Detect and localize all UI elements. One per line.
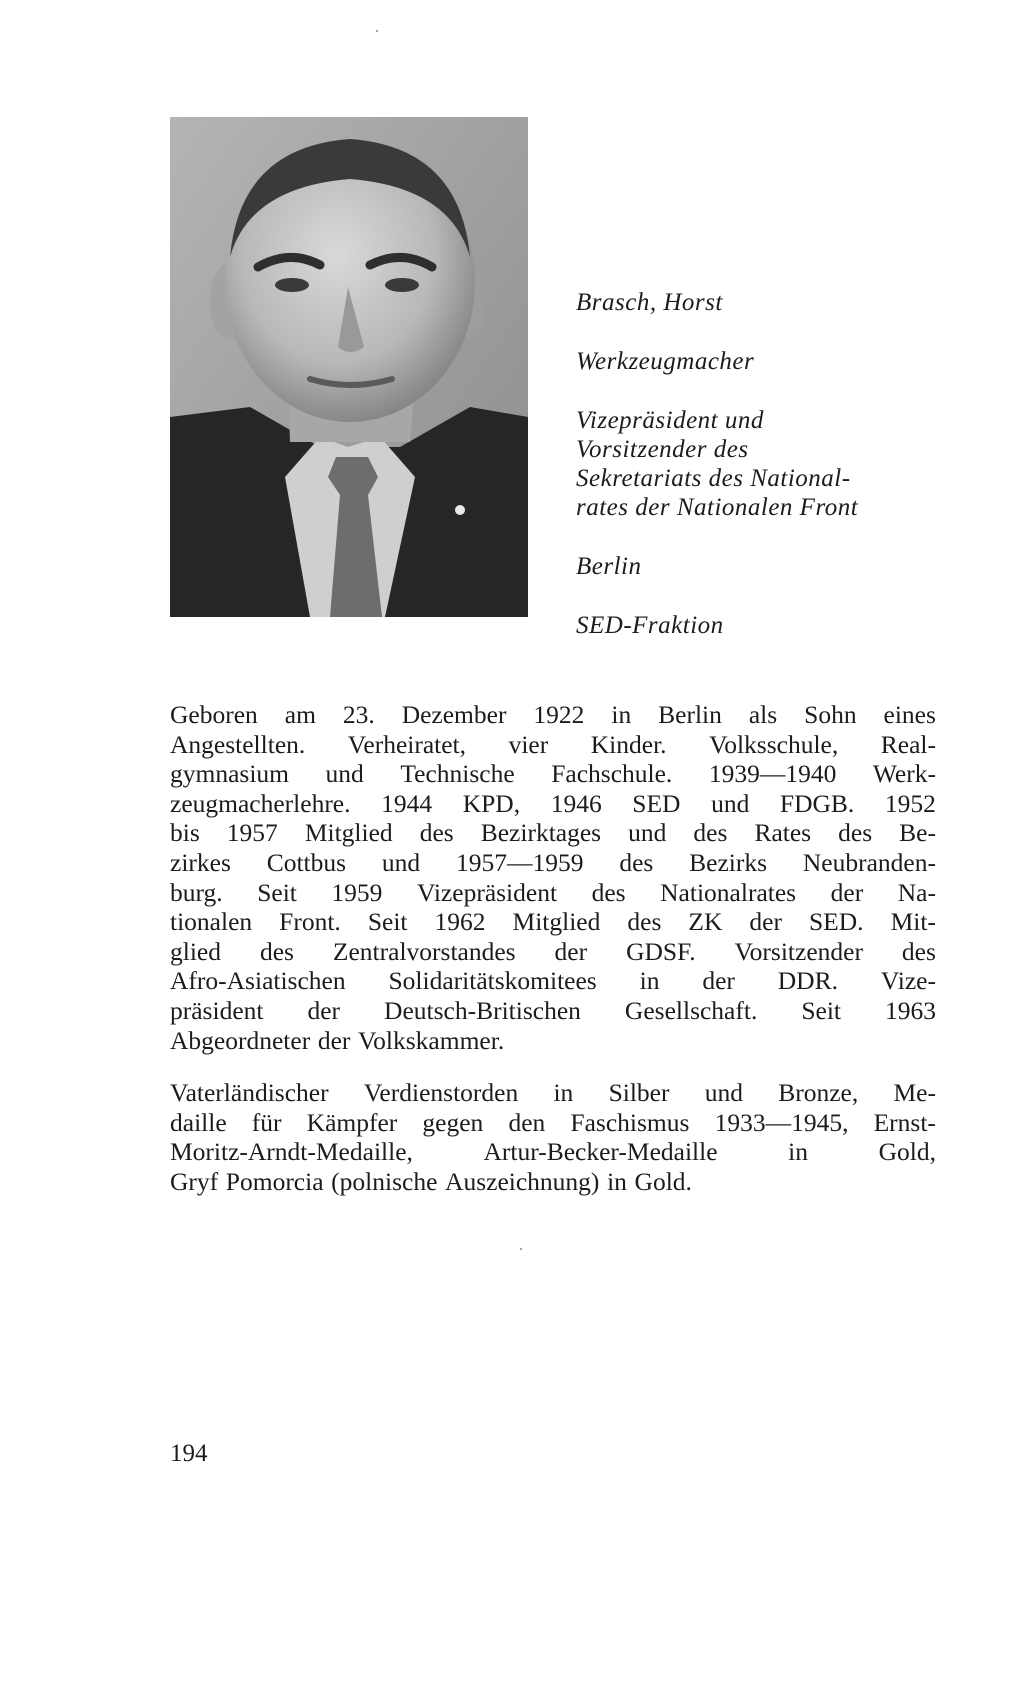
- biography-word: 1952: [884, 788, 936, 818]
- awards-word: Me-: [893, 1078, 936, 1107]
- biography-line: [170, 996, 936, 1026]
- biography-word: Fachschule.: [551, 759, 673, 789]
- biography-word: des: [838, 818, 873, 848]
- biography-word: bis: [170, 818, 200, 848]
- biography-line: [170, 789, 936, 819]
- biography-word: ZK: [688, 907, 723, 937]
- biography-word: Front.: [279, 907, 341, 937]
- biography-word: der: [307, 995, 341, 1025]
- biography-word: des: [627, 907, 662, 937]
- biography-word: glied: [170, 936, 221, 966]
- biography-word: Seit: [367, 907, 408, 937]
- print-speck: [376, 30, 378, 32]
- biography-word: KPD,: [462, 788, 521, 818]
- biography-word: 1959: [331, 877, 383, 907]
- biography-line: [170, 937, 936, 967]
- biography-word: in: [639, 966, 660, 996]
- biography-word: gymnasium: [170, 759, 289, 789]
- biography-word: Werk-: [872, 759, 936, 789]
- biography-word: SED: [632, 788, 681, 818]
- biography-word: Kinder.: [590, 729, 667, 759]
- biography-word: des: [901, 936, 936, 966]
- biography-word: Bezirktages: [480, 818, 602, 848]
- awards-paragraph: [170, 1078, 936, 1196]
- biography-word: Mit-: [890, 907, 936, 937]
- awards-word: 1933—1945,: [714, 1107, 849, 1137]
- biography-word: 1963: [885, 995, 936, 1025]
- page-number: 194: [170, 1440, 208, 1467]
- awards-word: gegen: [422, 1107, 484, 1137]
- biography-word: 1939—1940: [708, 759, 837, 789]
- person-name: Brasch, Horst: [576, 289, 723, 316]
- biography-word: burg.: [170, 877, 223, 907]
- awards-word: Gold.: [634, 1166, 692, 1196]
- biography-word: zeugmacherlehre.: [170, 788, 351, 818]
- biography-word: Geboren: [170, 700, 258, 729]
- biography-word: Dezember: [401, 700, 507, 729]
- biography-word: Bezirks: [689, 847, 768, 877]
- biography-word: Zentralvorstandes: [332, 936, 516, 966]
- biography-word: Cottbus: [266, 847, 347, 877]
- awards-line: [170, 1137, 936, 1167]
- biography-word: Solidaritätskomitees: [388, 966, 597, 996]
- awards-line: [170, 1167, 936, 1197]
- biography-word: SED.: [808, 907, 864, 937]
- biography-word: 1944: [381, 788, 433, 818]
- awards-word: Faschismus: [570, 1107, 690, 1137]
- biography-word: eines: [883, 700, 936, 729]
- biography-word: des: [619, 847, 654, 877]
- awards-word: (polnische: [331, 1166, 438, 1196]
- biography-word: Nationalrates: [660, 877, 797, 907]
- biography-word: Na-: [897, 877, 936, 907]
- biography-word: Technische: [400, 759, 515, 789]
- person-position-line: Vizepräsident und: [576, 407, 764, 434]
- biography-line: [170, 700, 936, 730]
- biography-line: [170, 878, 936, 908]
- biography-paragraph: [170, 700, 936, 1055]
- biography-word: Neubranden-: [802, 847, 936, 877]
- awards-word: Artur-Becker-Medaille: [483, 1137, 718, 1167]
- awards-line: [170, 1108, 936, 1138]
- biography-word: und: [628, 818, 667, 848]
- biography-word: Vizepräsident: [416, 877, 558, 907]
- biography-word: der: [317, 1025, 351, 1055]
- biography-word: des: [419, 818, 454, 848]
- biography-word: Seit: [801, 995, 841, 1025]
- person-info: [576, 288, 976, 670]
- awards-word: Bronze,: [778, 1078, 859, 1107]
- awards-word: in: [553, 1078, 574, 1107]
- biography-word: Abgeordneter: [170, 1025, 311, 1055]
- awards-word: Auszeichnung): [445, 1166, 600, 1196]
- biography-line: [170, 848, 936, 878]
- biography-word: Volksschule,: [709, 729, 839, 759]
- biography-word: 1957: [226, 818, 278, 848]
- biography-word: der: [702, 966, 735, 996]
- biography-word: 1957—1959: [455, 847, 584, 877]
- biography-word: Rates: [754, 818, 812, 848]
- biography-word: Mitglied: [512, 907, 601, 937]
- biography-word: Be-: [899, 818, 936, 848]
- biography-word: GDSF.: [626, 936, 696, 966]
- awards-word: in: [607, 1166, 627, 1196]
- biography-word: 23.: [342, 700, 375, 729]
- biography-word: vier: [508, 729, 549, 759]
- biography-line: [170, 1026, 936, 1056]
- awards-word: in: [788, 1137, 808, 1167]
- biography-word: Real-: [880, 729, 936, 759]
- biography-word: des: [591, 877, 626, 907]
- biography-word: 1962: [434, 907, 486, 937]
- awards-word: Gold,: [878, 1137, 936, 1167]
- biography-word: und: [381, 847, 421, 877]
- awards-word: Gryf: [170, 1166, 219, 1196]
- awards-word: daille: [170, 1107, 227, 1137]
- person-faction: SED-Fraktion: [576, 612, 724, 639]
- awards-word: Ernst-: [873, 1107, 936, 1137]
- biography-word: tionalen: [170, 907, 253, 937]
- portrait-photo: [170, 117, 528, 617]
- awards-word: Silber: [608, 1078, 670, 1107]
- biography-word: als: [748, 700, 778, 729]
- biography-line: [170, 818, 936, 848]
- biography-word: Verheiratet,: [347, 729, 467, 759]
- biography-word: und: [711, 788, 750, 818]
- biography-word: der: [749, 907, 782, 937]
- person-position-line: rates der Nationalen Front: [576, 494, 859, 521]
- biography-line: [170, 907, 936, 937]
- biography-word: Afro-Asiatischen: [170, 966, 346, 996]
- biography-word: Volkskammer.: [358, 1025, 505, 1055]
- biography-line: [170, 966, 936, 996]
- awards-word: Pomorcia: [225, 1166, 324, 1196]
- biography-word: Deutsch-Britischen: [384, 995, 581, 1025]
- biography-word: des: [259, 936, 294, 966]
- biography-word: der: [830, 877, 864, 907]
- awards-word: Verdienstorden: [363, 1078, 519, 1107]
- portrait-illustration: [170, 117, 528, 617]
- awards-word: für: [251, 1107, 282, 1137]
- biography-line: [170, 730, 936, 760]
- person-position-line: Sekretariats des National-: [576, 465, 851, 492]
- biography-word: zirkes: [170, 847, 231, 877]
- biography-word: Mitglied: [304, 818, 393, 848]
- awards-word: und: [704, 1078, 743, 1107]
- awards-word: Moritz-Arndt-Medaille,: [170, 1137, 413, 1167]
- biography-word: Vorsitzender: [734, 936, 863, 966]
- biography-word: FDGB.: [779, 788, 855, 818]
- biography-word: 1922: [533, 700, 585, 729]
- biography-word: Seit: [257, 877, 297, 907]
- biography-word: Angestellten.: [170, 729, 306, 759]
- awards-word: Vaterländischer: [170, 1078, 329, 1107]
- biography-word: am: [284, 700, 316, 729]
- print-speck: [520, 1248, 522, 1250]
- biography-word: Gesellschaft.: [624, 995, 758, 1025]
- biography-line: [170, 759, 936, 789]
- awards-word: den: [508, 1107, 546, 1137]
- awards-word: Kämpfer: [306, 1107, 398, 1137]
- biography-word: in: [611, 700, 632, 729]
- biography-word: präsident: [170, 995, 264, 1025]
- person-city: Berlin: [576, 553, 642, 580]
- person-position: [576, 406, 976, 522]
- biography-word: 1946: [550, 788, 602, 818]
- biography-word: DDR.: [777, 966, 838, 996]
- biography-word: des: [693, 818, 728, 848]
- person-position-line: Vorsitzender des: [576, 436, 749, 463]
- biography-word: Sohn: [804, 700, 857, 729]
- biography-word: Vize-: [880, 966, 936, 996]
- biography-word: und: [325, 759, 364, 789]
- biography-word: der: [554, 936, 588, 966]
- biography-word: Berlin: [658, 700, 722, 729]
- awards-line: [170, 1078, 936, 1108]
- person-profession: Werkzeugmacher: [576, 348, 755, 375]
